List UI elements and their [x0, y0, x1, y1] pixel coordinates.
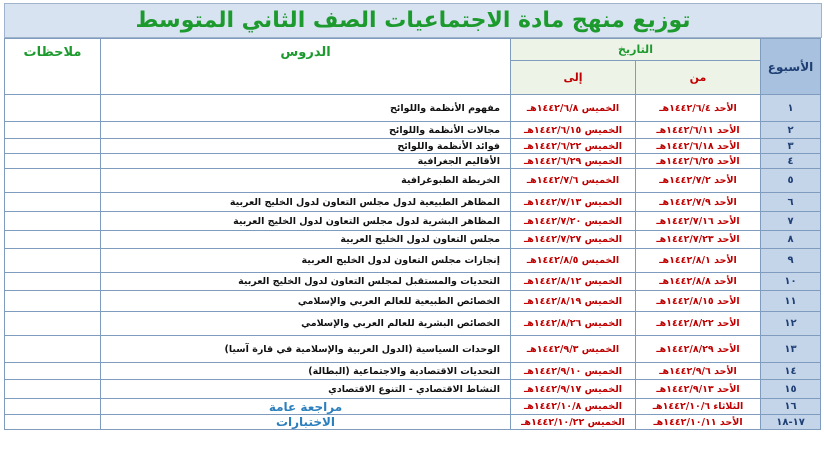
to-date-cell: الخميس ١٤٤٢/٩/١٠هـ — [511, 363, 636, 380]
lesson-text: الوحدات السياسية (الدول العربية والإسلامية في قارة آسيا) — [224, 343, 500, 355]
to-date-cell: الخميس ١٤٤٢/٩/٣هـ — [511, 336, 636, 363]
week-cell: ٥ — [761, 169, 821, 193]
from-date-cell: الأحد ١٤٤٢/٧/٢٣هـ — [636, 231, 761, 249]
from-date-cell: الثلاثاء ١٤٤٢/١٠/٦هـ — [636, 399, 761, 415]
notes-cell — [5, 336, 101, 363]
to-date-cell: الخميس ١٤٤٢/٨/١٢هـ — [511, 273, 636, 291]
from-date-cell: الأحد ١٤٤٢/٦/١١هـ — [636, 122, 761, 139]
week-cell: ٧ — [761, 212, 821, 231]
to-date-cell: الخميس ١٤٤٢/٧/٢٠هـ — [511, 212, 636, 231]
lesson-text: المظاهر الطبيعية لدول مجلس التعاون لدول الخليج العربية — [229, 196, 500, 208]
notes-cell — [5, 249, 101, 273]
lesson-text: مجلس التعاون لدول الخليج العربية — [340, 234, 500, 245]
lesson-cell — [101, 249, 511, 273]
to-date-cell: الخميس ١٤٤٢/٧/١٣هـ — [511, 193, 636, 212]
from-date-cell: الأحد ١٤٤٢/٧/٢هـ — [636, 169, 761, 193]
header-date: التاريخ — [511, 39, 761, 61]
lesson-cell — [101, 399, 511, 415]
notes-cell — [5, 363, 101, 380]
lesson-text: مفهوم الأنظمة واللوائح — [389, 102, 500, 114]
lesson-text: التحديات الاقتصادية والاجتماعية (البطالة) — [308, 365, 500, 377]
lesson-text: النشاط الاقتصادي - التنوع الاقتصادي — [328, 383, 500, 395]
page-title: توزيع منهج مادة الاجتماعيات الصف الثاني المتوسط — [4, 3, 822, 38]
header-week: الأسبوع — [761, 39, 821, 95]
week-cell: ١١ — [761, 291, 821, 312]
table-row — [5, 336, 821, 363]
notes-cell — [5, 231, 101, 249]
from-date-cell: الأحد ١٤٤٢/٦/١٨هـ — [636, 139, 761, 154]
lesson-text: المظاهر البشرية لدول مجلس التعاون لدول الخليج العربية — [233, 215, 500, 227]
lesson-cell — [101, 415, 511, 430]
lesson-text: إنجازات مجلس التعاون لدول الخليج العربية — [301, 255, 500, 266]
to-date-cell: الخميس ١٤٤٢/٩/١٧هـ — [511, 380, 636, 399]
to-date-cell: الخميس ١٤٤٢/١٠/٨هـ — [511, 399, 636, 415]
lesson-cell — [101, 139, 511, 154]
to-date-cell: الخميس ١٤٤٢/٦/٢٩هـ — [511, 154, 636, 169]
to-date-cell: الخميس ١٤٤٢/٧/٦هـ — [511, 169, 636, 193]
notes-cell — [5, 169, 101, 193]
table-row — [5, 95, 821, 122]
from-date-cell: الأحد ١٤٤٢/٨/٢٢هـ — [636, 312, 761, 336]
header-to: إلى — [511, 61, 636, 95]
lesson-cell — [101, 291, 511, 312]
table-row — [5, 363, 821, 380]
lesson-cell — [101, 154, 511, 169]
lesson-text: التحديات والمستقبل لمجلس التعاون لدول الخليج العربية — [238, 276, 500, 287]
to-date-cell: الخميس ١٤٤٢/٦/١٥هـ — [511, 122, 636, 139]
from-date-cell: الأحد ١٤٤٢/١٠/١١هـ — [636, 415, 761, 430]
notes-cell — [5, 212, 101, 231]
week-cell: ١٧-١٨ — [761, 415, 821, 430]
lesson-text: الخصائص الطبيعية للعالم العربي والإسلامي — [297, 295, 500, 307]
week-cell: ٩ — [761, 249, 821, 273]
notes-cell — [5, 312, 101, 336]
lesson-cell — [101, 380, 511, 399]
table-row — [5, 312, 821, 336]
table-row — [5, 139, 821, 154]
to-date-cell: الخميس ١٤٤٢/٦/٢٢هـ — [511, 139, 636, 154]
curriculum-table — [4, 38, 821, 430]
week-cell: ٨ — [761, 231, 821, 249]
table-row — [5, 399, 821, 415]
from-date-cell: الأحد ١٤٤٢/٩/١٣هـ — [636, 380, 761, 399]
to-date-cell: الخميس ١٤٤٢/٧/٢٧هـ — [511, 231, 636, 249]
notes-cell — [5, 154, 101, 169]
lesson-text: الاختبارات — [275, 415, 336, 429]
from-date-cell: الأحد ١٤٤٢/٨/١٥هـ — [636, 291, 761, 312]
week-cell: ٣ — [761, 139, 821, 154]
from-date-cell: الأحد ١٤٤٢/٨/٨هـ — [636, 273, 761, 291]
week-cell: ١٥ — [761, 380, 821, 399]
table-row — [5, 273, 821, 291]
to-date-cell: الخميس ١٤٤٢/٨/٥هـ — [511, 249, 636, 273]
lesson-cell — [101, 122, 511, 139]
notes-cell — [5, 380, 101, 399]
from-date-cell: الأحد ١٤٤٢/٧/٩هـ — [636, 193, 761, 212]
notes-cell — [5, 291, 101, 312]
lesson-cell — [101, 336, 511, 363]
table-row — [5, 193, 821, 212]
to-date-cell: الخميس ١٤٤٢/٨/١٩هـ — [511, 291, 636, 312]
notes-cell — [5, 273, 101, 291]
table-row — [5, 169, 821, 193]
from-date-cell: الأحد ١٤٤٢/٧/١٦هـ — [636, 212, 761, 231]
from-date-cell: الأحد ١٤٤٢/٨/٢٩هـ — [636, 336, 761, 363]
lesson-text: الخريطة الطبوغرافية — [401, 175, 500, 186]
lesson-text: مجالات الأنظمة واللوائح — [388, 124, 500, 136]
week-cell: ١٦ — [761, 399, 821, 415]
table-row — [5, 212, 821, 231]
notes-cell — [5, 399, 101, 415]
table-row — [5, 122, 821, 139]
from-date-cell: الأحد ١٤٤٢/٦/٤هـ — [636, 95, 761, 122]
table-row — [5, 380, 821, 399]
lesson-cell — [101, 273, 511, 291]
lesson-cell — [101, 312, 511, 336]
week-cell: ١ — [761, 95, 821, 122]
to-date-cell: الخميس ١٤٤٢/١٠/٢٢هـ — [511, 415, 636, 430]
header-lessons: الدروس — [101, 39, 511, 95]
table-row — [5, 415, 821, 430]
to-date-cell: الخميس ١٤٤٢/٨/٢٦هـ — [511, 312, 636, 336]
notes-cell — [5, 95, 101, 122]
lesson-cell — [101, 193, 511, 212]
lesson-cell — [101, 212, 511, 231]
header-from: من — [636, 61, 761, 95]
to-date-cell: الخميس ١٤٤٢/٦/٨هـ — [511, 95, 636, 122]
header-notes: ملاحظات — [5, 39, 101, 95]
week-cell: ٦ — [761, 193, 821, 212]
week-cell: ١٢ — [761, 312, 821, 336]
week-cell: ١٠ — [761, 273, 821, 291]
notes-cell — [5, 122, 101, 139]
lesson-text: فوائد الأنظمة واللوائح — [397, 140, 500, 152]
table-row — [5, 249, 821, 273]
lesson-cell — [101, 95, 511, 122]
from-date-cell: الأحد ١٤٤٢/٦/٢٥هـ — [636, 154, 761, 169]
table-row — [5, 154, 821, 169]
week-cell: ٢ — [761, 122, 821, 139]
lesson-text: مراجعة عامة — [268, 399, 343, 414]
table-row — [5, 231, 821, 249]
lesson-cell — [101, 231, 511, 249]
table-row — [5, 291, 821, 312]
week-cell: ١٣ — [761, 336, 821, 363]
from-date-cell: الأحد ١٤٤٢/٨/١هـ — [636, 249, 761, 273]
notes-cell — [5, 415, 101, 430]
week-cell: ٤ — [761, 154, 821, 169]
lesson-cell — [101, 363, 511, 380]
from-date-cell: الأحد ١٤٤٢/٩/٦هـ — [636, 363, 761, 380]
lesson-cell — [101, 169, 511, 193]
week-cell: ١٤ — [761, 363, 821, 380]
notes-cell — [5, 193, 101, 212]
lesson-text: الأقاليم الجغرافية — [417, 155, 500, 167]
lesson-text: الخصائص البشرية للعالم العربي والإسلامي — [301, 318, 500, 329]
notes-cell — [5, 139, 101, 154]
